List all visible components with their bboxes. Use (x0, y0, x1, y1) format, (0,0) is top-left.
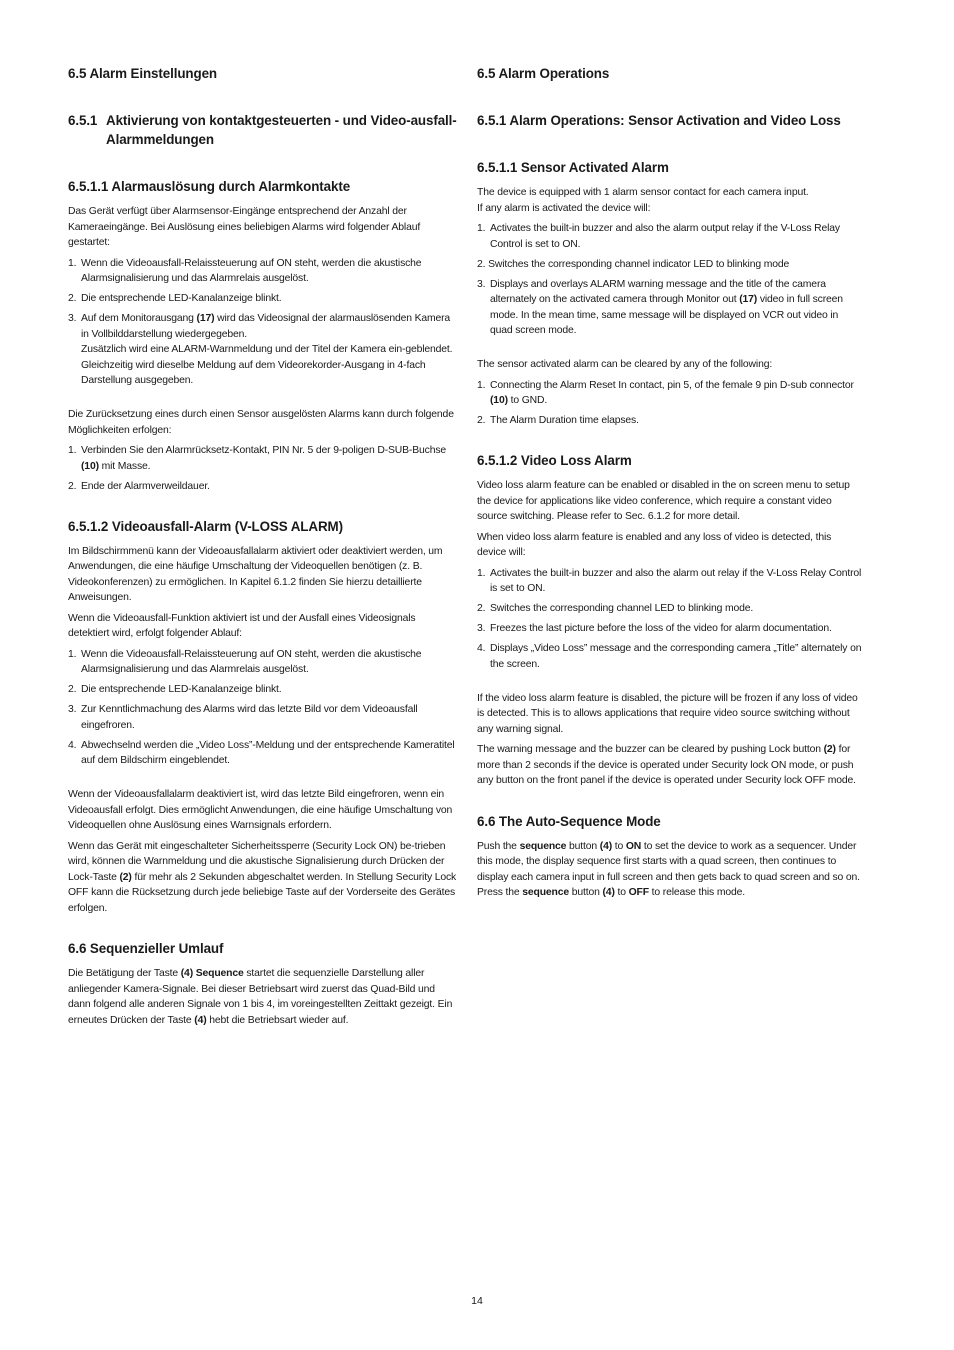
list-item: 2. Die entsprechende LED-Kanalanzeige blinkt. (68, 293, 282, 304)
list-item: 1. Activates the built-in buzzer and also the alarm output relay if the V-Loss Relay Control is set to ON. (477, 223, 840, 250)
list-item: 3. Freezes the last picture before the loss of the video for alarm documentation. (477, 623, 832, 634)
page-number: 14 (471, 1295, 483, 1307)
list-item: 2. The Alarm Duration time elapses. (477, 415, 639, 426)
list-item: 1. Wenn die Videoausfall-Relaissteuerung auf ON steht, werden die akustische Alarmsignalisierung und das Alarmrelais ausgelöst. (68, 257, 422, 284)
paragraph-6512-a-en: Video loss alarm feature can be enabled or disabled in the on screen menu to setup the device for applications like video conference, which require a constant video source switching. Please refer to Sec. 6.1.2 for more detail. (477, 480, 850, 522)
heading-number: 6.5.1 (68, 113, 98, 128)
paragraph-6512-b-de: Wenn die Videoausfall-Funktion aktiviert ist und der Ausfall eines Videosignals detektiert wird, erfolgt folgender Ablauf: (68, 612, 416, 639)
list-video-loss-en (477, 566, 862, 673)
list-reset-de (68, 443, 458, 494)
paragraph-6-6-en: Push the sequence button (4) to ON to set the device to work as a sequencer. Under this mode, the display sequence first starts with a quad screen, then continues to display each camera input in full screen and then gets back to quad screen and so on. Press the sequence button (4) to OFF to release this mode. (477, 840, 860, 898)
heading-6-6-en: 6.6 The Auto-Sequence Mode (477, 813, 661, 829)
paragraph-6512-b-en: When video loss alarm feature is enabled and any loss of video is detected, this device will: (477, 531, 832, 558)
list-alarm-sequence-en (477, 221, 862, 339)
paragraph-lock-de: Wenn das Gerät mit eingeschalteter Sicherheitssperre (Security Lock ON) be-trieben wird, können die Warnmeldung und die akustische Signalisierung durch Drücken der Lock-Taste (2) für mehr als 2 Sekunden abgeschaltet werden. In Stellung Security Lock OFF kann die Rücksetzung durch jede beliebige Taste auf der Vorderseite des Gerätes erfolgen. (68, 840, 457, 914)
paragraph-clear-intro-en: The sensor activated alarm can be cleared by any of the following: (477, 359, 773, 370)
heading-6-5-1-1-de: 6.5.1.1 Alarmauslösung durch Alarmkontakte (68, 179, 351, 194)
heading-text: Aktivierung von kontaktgesteuerten - und Video-ausfall-Alarmmeldungen (106, 113, 457, 147)
heading-6-5-1-2-de: 6.5.1.2 Videoausfall-Alarm (V-LOSS ALARM) (68, 518, 343, 534)
paragraph-6512-a-de: Im Bildschirmmenü kann der Videoausfallalarm aktiviert oder deaktiviert werden, um Anwendungen, die eine häufige Umschaltung der Videoquellen benötigen (z. B. Videokonferenzen) zu ermöglichen. In Kapitel 6.1.2 finden Sie hierzu detaillierte Anweisungen. (68, 545, 443, 603)
list-item: 2. Die entsprechende LED-Kanalanzeige blinkt. (68, 684, 282, 695)
list-clear-en (477, 378, 862, 429)
list-item: 1. Verbinden Sie den Alarmrücksetz-Kontakt, PIN Nr. 5 der 9-poligen D-SUB-Buchse (10) mit Masse. (68, 445, 447, 472)
list-item: 4. Abwechselnd werden die „Video Loss”-Meldung und der entsprechende Kameratitel auf dem Bildschirm eingeblendet. (68, 739, 455, 766)
paragraph-disabled-de: Wenn der Videoausfallalarm deaktiviert ist, wird das letzte Bild eingefroren, wenn ein Videoausfall erfolgt. Dies ermöglicht Anwendungen, die eine häufige Umschaltung von Videoquellen ohne Auslösung eines Warnsignals erfordern. (68, 789, 453, 831)
heading-alarm-operations: 6.5 Alarm Operations (477, 66, 610, 81)
list-alarm-sequence-de (68, 256, 458, 389)
list-item: 3. Zur Kenntlichmachung des Alarms wird das letzte Bild vor dem Videoausfall eingefroren. (68, 704, 418, 731)
list-item: 4. Displays „Video Loss” message and the corresponding camera „Title” alternately on the screen. (477, 643, 862, 670)
paragraph-6511-en: The device is equipped with 1 alarm sensor contact for each camera input. If any alarm is activated the device will: (477, 187, 809, 214)
list-item: 1. Activates the built-in buzzer and also the alarm out relay if the V-Loss Relay Control is set to ON. (477, 567, 862, 594)
list-item: 2. Ende der Alarmverweildauer. (68, 480, 210, 492)
paragraph-6511-intro-de: Das Gerät verfügt über Alarmsensor-Eingänge entsprechend der Anzahl der Kameraeingänge. Bei Auslösung eines beliebigen Alarms wird folgender Ablauf gestartet: (68, 206, 421, 248)
heading-6-5-1-de (68, 111, 458, 149)
list-item: 1. Wenn die Videoausfall-Relaissteuerung auf ON steht, werden die akustische Alarmsignalisierung und das Alarmrelais ausgelöst. (68, 648, 422, 675)
list-item: 3. Auf dem Monitorausgang (17) wird das Videosignal der alarmauslösenden Kamera in Vollbilddarstellung wiedergegeben. Zusätzlich wird eine ALARM-Warnmeldung und der Titel der Kamera ein-geblendet. Gleichzeitig wird dieselbe Meldung auf dem Videorekorder-Ausgang in 4-fach Darstellung ausgegeben. (68, 313, 453, 386)
paragraph-disabled-en: If the video loss alarm feature is disabled, the picture will be frozen if any loss of video is detected. This is to allows applications that require video source switching without any warning signal. (477, 692, 858, 735)
paragraph-6-6-de: Die Betätigung der Taste (4) Sequence startet die sequenzielle Darstellung aller anliegender Kamera-Signale. Bei dieser Betriebsart wird zuerst das Quad-Bild und dann folgend alle anderen Signale von 1 bis 4, im voreingestellten Zeittakt gezeigt. Ein erneutes Drücken der Taste (4) hebt die Betriebsart wieder auf. (68, 968, 453, 1026)
right-column-english (477, 64, 862, 906)
list-item: 1. Connecting the Alarm Reset In contact, pin 5, of the female 9 pin D-sub connector (10) to GND. (477, 379, 854, 406)
paragraph-reset-intro-de: Die Zurücksetzung eines durch einen Sensor ausgelösten Alarms kann durch folgende Möglichkeiten erfolgen: (68, 409, 454, 436)
heading-6-6-de: 6.6 Sequenzieller Umlauf (68, 941, 224, 956)
heading-6-5-1-en: 6.5.1 Alarm Operations: Sensor Activation and Video Loss (477, 113, 841, 128)
list-video-loss-de (68, 647, 458, 769)
list-item: 2. Switches the corresponding channel LED to blinking mode. (477, 603, 754, 614)
list-item: 2. Switches the corresponding channel indicator LED to blinking mode (477, 258, 790, 270)
paragraph-lock-en: The warning message and the buzzer can be cleared by pushing Lock button (2) for more than 2 seconds if the device is operated under Security lock ON mode, or push any button on the front panel if the device is operated under Security lock OFF mode. (477, 744, 856, 786)
heading-alarm-einstellungen: 6.5 Alarm Einstellungen (68, 66, 218, 81)
heading-6-5-1-2-en: 6.5.1.2 Video Loss Alarm (477, 453, 632, 468)
left-column-german (68, 64, 458, 1033)
list-item: 3. Displays and overlays ALARM warning message and the title of the camera alternately on the activated camera through Monitor out (17) video in full screen mode. In the mean time, same message will be displayed on VCR out video in quad screen mode. (477, 278, 843, 336)
heading-6-5-1-1-en: 6.5.1.1 Sensor Activated Alarm (477, 160, 669, 175)
